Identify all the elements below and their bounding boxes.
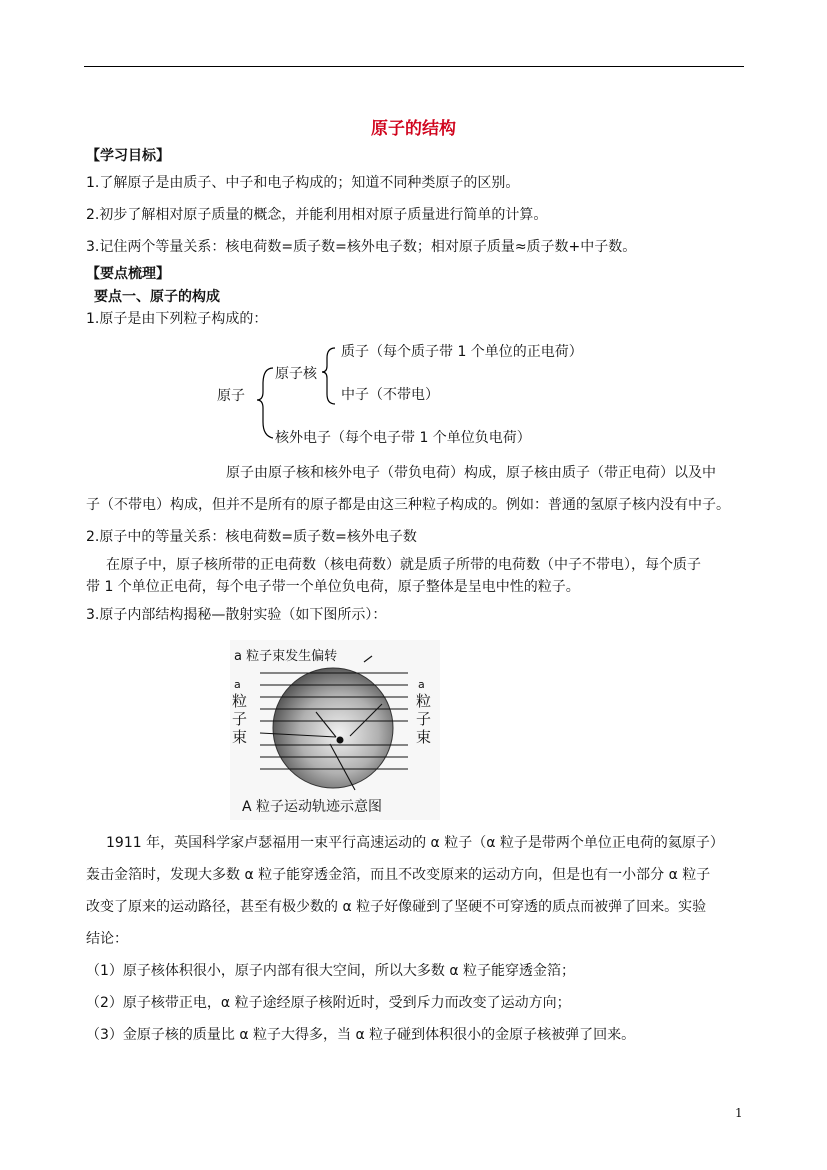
right-label-1: 粒 [416, 692, 432, 710]
para3-line1: 1911 年，英国科学家卢瑟福用一束平行高速运动的 α 粒子（α 粒子是带两个单位正电荷的氦原子） [106, 835, 724, 851]
figure-top-label: a 粒子束发生偏转 [234, 649, 338, 664]
conclusion-1: （1）原子核体积很小，原子内部有很大空间，所以大多数 α 粒子能穿透金箔； [86, 963, 576, 979]
left-label-3: 束 [232, 728, 248, 746]
para3-line4: 结论： [86, 931, 128, 947]
item-3: 3.原子内部结构揭秘—散射实验（如下图所示）： [86, 607, 387, 623]
tree-electron: 核外电子（每个电子带 1 个单位负电荷） [275, 430, 531, 446]
point1-heading: 要点一、原子的构成 [94, 289, 220, 305]
para1-line1: 原子由原子核和核外电子（带负电荷）构成，原子核由质子（带正电荷）以及中 [226, 465, 716, 481]
page-number: 1 [735, 1106, 743, 1120]
item-2: 2.原子中的等量关系：核电荷数=质子数=核外电子数 [86, 529, 417, 545]
conclusion-2: （2）原子核带正电，α 粒子途经原子核附近时，受到斥力而改变了运动方向； [86, 995, 571, 1011]
tree-neutron: 中子（不带电） [341, 387, 439, 403]
para2-line1: 在原子中，原子核所带的正电荷数（核电荷数）就是质子所带的电荷数（中子不带电），每个质子 [106, 557, 701, 573]
para2-line2: 带 1 个单位正电荷，每个电子带一个单位负电荷，原子整体是呈电中性的粒子。 [86, 579, 580, 595]
scattering-figure [230, 640, 440, 820]
tree-braces [255, 340, 345, 450]
tree-root: 原子 [217, 388, 245, 404]
left-label-a: a [234, 678, 241, 691]
item-1: 1.原子是由下列粒子构成的： [86, 311, 268, 327]
right-label-3: 束 [416, 728, 432, 746]
conclusion-3: （3）金原子核的质量比 α 粒子大得多，当 α 粒子碰到体积很小的金原子核被弹了回来。 [86, 1027, 636, 1043]
right-label-a: a [418, 678, 425, 691]
goals-heading: 【学习目标】 [86, 148, 170, 164]
goal-2: 2.初步了解相对原子质量的概念，并能利用相对原子质量进行简单的计算。 [86, 207, 548, 223]
para1-line2: 子（不带电）构成，但并不是所有的原子都是由这三种粒子构成的。例如：普通的氢原子核内没有中子。 [86, 497, 730, 513]
atom-sphere [273, 668, 393, 788]
nucleus-dot [337, 737, 344, 744]
outer-brace [257, 368, 273, 438]
left-label-1: 粒 [232, 692, 248, 710]
left-label-2: 子 [232, 710, 248, 728]
figure-caption: A 粒子运动轨迹示意图 [242, 799, 383, 815]
right-label-2: 子 [416, 710, 432, 728]
header-rule [84, 66, 744, 67]
para3-line2: 轰击金箔时，发现大多数 α 粒子能穿透金箔，而且不改变原来的运动方向，但是也有一小部分 α 粒子 [86, 867, 711, 883]
goal-1: 1.了解原子是由质子、中子和电子构成的；知道不同种类原子的区别。 [86, 175, 520, 191]
tree-proton: 质子（每个质子带 1 个单位的正电荷） [341, 344, 583, 360]
goal-3: 3.记住两个等量关系：核电荷数=质子数=核外电子数；相对原子质量≈质子数+中子数。 [86, 239, 637, 255]
tree-nucleus: 原子核 [275, 366, 317, 382]
inner-brace [322, 348, 335, 404]
para3-line3: 改变了原来的运动路径，甚至有极少数的 α 粒子好像碰到了坚硬不可穿透的质点而被弹了回来。实验 [86, 899, 707, 915]
key-heading: 【要点梳理】 [86, 266, 170, 282]
page-title: 原子的结构 [371, 119, 456, 139]
